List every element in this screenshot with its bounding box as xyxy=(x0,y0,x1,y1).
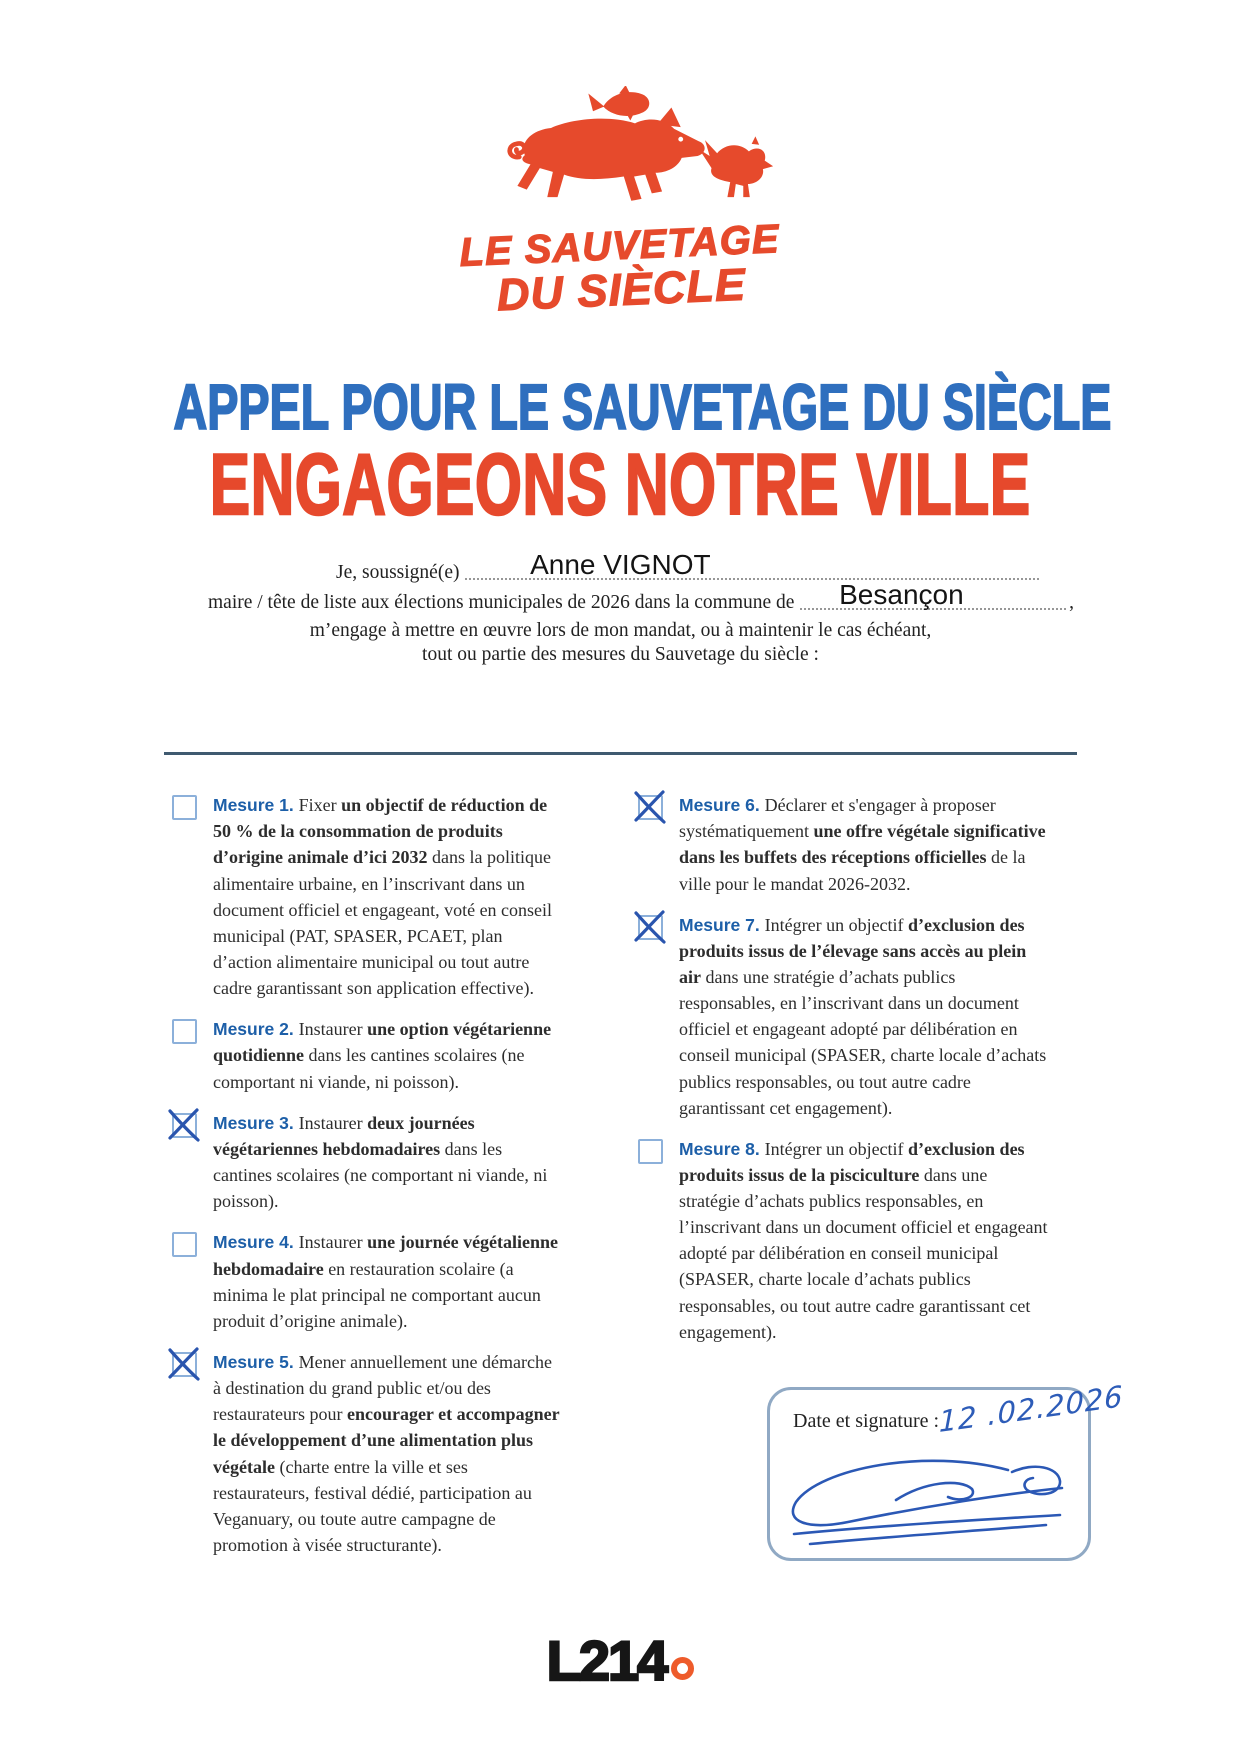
measure-label: Mesure 2. xyxy=(213,1019,299,1040)
measure-row xyxy=(172,1016,564,1095)
measure-label: Mesure 6. xyxy=(679,795,765,815)
name-value: Anne VIGNOT xyxy=(530,549,711,580)
measure-row xyxy=(172,792,564,1001)
organization-logo xyxy=(0,86,1241,321)
measure-label: Mesure 1. xyxy=(213,795,299,815)
measure-checkbox[interactable] xyxy=(172,1019,197,1044)
measure-checkbox[interactable] xyxy=(172,1232,197,1257)
measure-text: Mesure 2. Instaurer une option végétarienne quotidienne dans les cantines scolaires (ne comportant ni viande, ni poisson). xyxy=(213,1019,552,1092)
intro-line2-prefix: maire / tête de liste aux élections municipales de 2026 dans la commune de xyxy=(208,592,795,613)
measure-row xyxy=(172,1349,564,1558)
commune-value: Besançon xyxy=(839,579,964,610)
intro-line1-prefix: Je, soussigné(e) xyxy=(336,562,460,583)
measure-row xyxy=(172,1110,564,1215)
measure-checkbox-checked[interactable] xyxy=(638,915,663,940)
footer xyxy=(0,1628,1241,1693)
intro-line2 xyxy=(208,579,1074,614)
logo-illustration xyxy=(456,86,786,226)
measure-checkbox-checked[interactable] xyxy=(172,1113,197,1138)
intro-line2-comma: , xyxy=(1069,592,1074,613)
chicken-icon xyxy=(699,136,773,197)
commune-field[interactable] xyxy=(800,579,1066,610)
measure-checkbox-checked[interactable] xyxy=(172,1352,197,1377)
measure-row xyxy=(172,1229,564,1334)
headline-line2: ENGAGEONS NOTRE VILLE xyxy=(210,437,1031,533)
section-divider xyxy=(164,752,1077,755)
logo-line1: LE SAUVETAGE xyxy=(458,217,781,275)
measure-checkbox[interactable] xyxy=(172,795,197,820)
measures-column-right xyxy=(638,792,1048,1360)
headline-line1: APPEL POUR LE SAUVETAGE DU SIÈCLE xyxy=(173,371,1112,443)
measure-text: Mesure 5. Mener annuellement une démarche à destination du grand public et/ou des restaurateurs pour encourager et accompagner le développement d’une alimentation plus végétale (charte entre la ville et ses restaurateurs, festival dédié, participation au Veganuary, ou toute autre campagne de promotion à visée structurante). xyxy=(213,1351,560,1555)
measure-checkbox[interactable] xyxy=(638,1139,663,1164)
measure-text: Mesure 6. Déclarer et s'engager à proposer systématiquement une offre végétale significative dans les buffets des réceptions officielles de la ville pour le mandat 2026-2032. xyxy=(679,795,1046,894)
measure-text: Mesure 4. Instaurer une journée végétalienne hebdomadaire en restauration scolaire (a minima le plat principal ne comportant aucun produit d’origine animale). xyxy=(213,1232,559,1331)
logo-line2: DU SIÈCLE xyxy=(495,258,747,321)
l214-dot-icon xyxy=(671,1657,694,1680)
handwritten-date: 12 .02.2026 xyxy=(938,1378,1124,1440)
measure-row xyxy=(638,1136,1048,1345)
measure-label: Mesure 7. xyxy=(679,914,765,935)
signature-label: Date et signature : xyxy=(793,1410,940,1432)
measure-text: Mesure 1. Fixer un objectif de réduction de 50 % de la consommation de produits d’origine animale d’ici 2032 dans la politique alimentaire urbaine, en l’inscrivant dans un document officiel et engageant, voté en conseil municipal (PAT, SPASER, PCAET, plan d’action alimentaire municipal ou tout autre cadre garantissant son application effective). xyxy=(213,795,553,998)
l214-logo: L214 xyxy=(546,1629,667,1692)
signature-ink xyxy=(776,1442,1078,1552)
pig-icon xyxy=(509,107,704,200)
measure-label: Mesure 5. xyxy=(213,1351,299,1372)
measure-text: Mesure 8. Intégrer un objectif d’exclusion des produits issus de la pisciculture dans une stratégie d’achats publics responsables, en l’inscrivant dans un document officiel et engageant adopté par délibération en conseil municipal (SPASER, charte locale d’achats publics responsables, ou tout autre cadre garantissant cet engagement). xyxy=(679,1138,1048,1342)
measures-column-left xyxy=(172,792,564,1573)
measure-checkbox-checked[interactable] xyxy=(638,795,663,820)
measure-text: Mesure 7. Intégrer un objectif d’exclusion des produits issus de l’élevage sans accès au plein air dans une stratégie d’achats publics responsables, en l’inscrivant dans un document officiel et engageant adopté par délibération en conseil municipal (SPASER, charte locale d’achats publics responsables, ou tout autre cadre garantissant cet engagement). xyxy=(679,914,1047,1118)
measure-text: Mesure 3. Instaurer deux journées végétariennes hebdomadaires dans les cantines scolaires (ne comportant ni viande, ni poisson). xyxy=(213,1112,548,1212)
measure-row xyxy=(638,912,1048,1121)
intro-line3: m’engage à mettre en œuvre lors de mon mandat, ou à maintenir le cas échéant, xyxy=(309,620,932,641)
measure-label: Mesure 4. xyxy=(213,1232,299,1253)
fish-icon xyxy=(588,86,649,121)
intro-line4: tout ou partie des mesures du Sauvetage du siècle : xyxy=(422,644,819,665)
measure-label: Mesure 3. xyxy=(213,1112,299,1133)
signature-area[interactable] xyxy=(767,1378,1124,1561)
measure-label: Mesure 8. xyxy=(679,1138,765,1159)
measure-row xyxy=(638,792,1048,897)
